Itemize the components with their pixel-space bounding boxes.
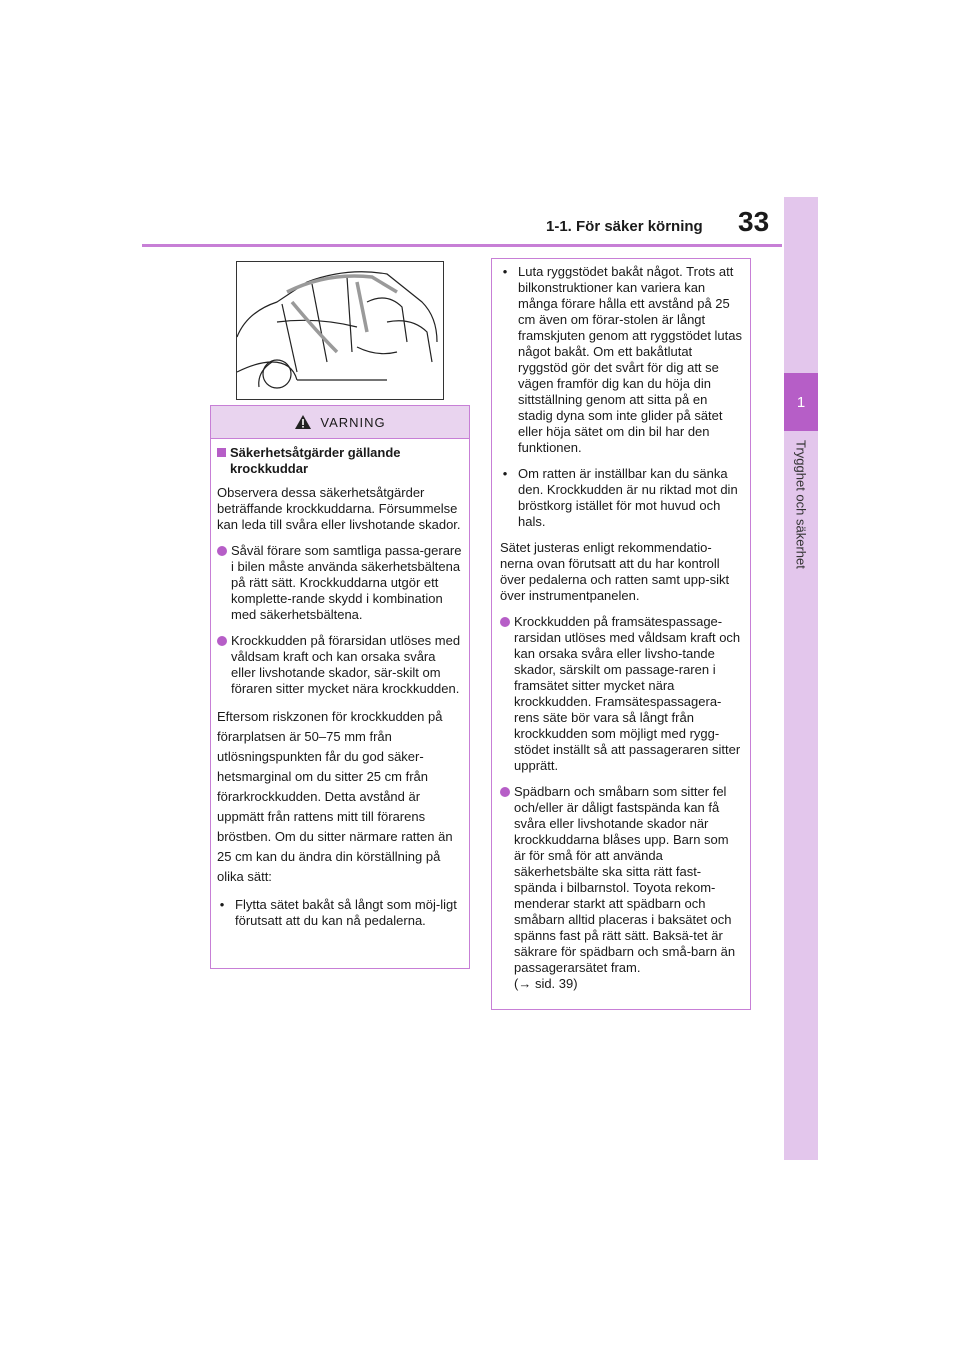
- car-airbag-drawing: [237, 262, 443, 399]
- section-title: 1-1. För säker körning: [546, 218, 703, 235]
- warning-bullet-text: Såväl förare som samtliga passa-gerare i bilen måste använda säkerhetsbältena på rätt sätt. Krockkuddarna utgör ett komplette-rande skydd i kombination med säkerhetsbältena.: [231, 543, 462, 622]
- warning-intro: Observera dessa säkerhetsåtgärder beträffande krockkuddarna. Försummelse kan leda till svåra eller livshotande skador.: [217, 485, 461, 532]
- circle-bullet-icon: [217, 636, 227, 646]
- circle-bullet-icon: [500, 617, 510, 627]
- warning-continuation-box: [491, 258, 751, 1010]
- circle-bullet-icon: [500, 787, 510, 797]
- continuation-bullet-text: Spädbarn och småbarn som sitter fel och/eller är dåligt fastspända kan få svåra eller livshotande skador när krockkuddarna blåses upp. Barn som är för små för att använda säkerhetsbälte ska sitta rätt fast-spända i bilbarnstol. Toyota rekom-menderar starkt att spädbarn och småbarn alltid placeras i baksätet och spänns fast på rätt sätt. Baksä-tet är säkrare för spädbarn och små-barn än passagerarsätet fram.: [514, 784, 736, 975]
- continuation-bullet-text: Krockkudden på framsätespassage-rarsidan utlöses med våldsam kraft och kan orsaka svåra eller livsho-tande skador, särskilt om passage-raren i framsätet sitter mycket nära krockkudden. Framsätespassagera-rens säte bör vara så långt från krockkudden som möjligt med rygg-stödet inställt så att passageraren sitter upprätt.: [514, 614, 741, 773]
- continuation-sub-bullet: [500, 264, 742, 456]
- warning-bullet: [217, 543, 463, 623]
- square-bullet-icon: [217, 448, 226, 457]
- warning-sub-bullet: [217, 897, 463, 929]
- chapter-number: 1: [784, 373, 818, 431]
- chapter-title-container: [784, 440, 818, 610]
- dot-marker: •: [502, 264, 508, 279]
- warning-paragraph: Eftersom riskzonen för krockkudden på förarplatsen är 50–75 mm från utlösningspunkten får du god säker-hetsmarginal om du sitter 25 cm från förarkrockkudden. Detta avstånd är uppmätt från rattens mitt till förarens bröstben. Om du sitter närmare ratten än 25 cm kan du ändra din körställning på olika sätt:: [217, 709, 453, 884]
- car-airbag-illustration: [236, 261, 444, 400]
- dot-marker: •: [219, 897, 225, 912]
- warning-header: [211, 406, 469, 439]
- continuation-bullet: [500, 614, 742, 774]
- chapter-side-tab: [784, 197, 818, 1160]
- page-number: 33: [738, 206, 770, 237]
- dot-marker: •: [502, 466, 508, 481]
- circle-bullet-icon: [217, 546, 227, 556]
- continuation-sub-bullet-text: Luta ryggstödet bakåt något. Trots att bilkonstruktioner kan variera kan många förare hålla ett avstånd på 25 cm även om förar-stolen är långt framskjuten genom att ryggstödet lutas något bakåt. Om ett bakåtlutat ryggstöd gör det svårt för dig att se vägen framför dig kan du höja din sittställning genom att sitta på en stadig dyna som inte glider på sätet eller höja sätet om din bil har den funktionen.: [518, 264, 743, 455]
- warning-section-title-text: Säkerhetsåtgärder gällande krockkuddar: [230, 445, 401, 476]
- warning-sub-bullet-text: Flytta sätet bakåt så långt som möj-ligt förutsatt att du kan nå pedalerna.: [235, 897, 457, 928]
- continuation-sub-bullet: [500, 466, 742, 530]
- chapter-title: Trygghet och säkerhet: [793, 440, 809, 569]
- page-reference-link[interactable]: (→ sid. 39): [514, 976, 578, 991]
- warning-triangle-icon: [294, 414, 312, 430]
- warning-section-title: [217, 445, 463, 477]
- continuation-bullet: [500, 784, 742, 992]
- continuation-sub-bullet-text: Om ratten är inställbar kan du sänka den. Krockkudden är nu riktad mot din bröstkorg istället för mot huvud och hals.: [518, 466, 738, 529]
- warning-heading: VARNING: [320, 414, 386, 430]
- warning-bullet-text: Krockkudden på förarsidan utlöses med våldsam kraft och kan orsaka svåra eller livshotande skador, sär-skilt om föraren sitter mycket nära krockkudden.: [231, 633, 461, 696]
- warning-box: [210, 405, 470, 969]
- header-rule: [142, 244, 782, 247]
- continuation-paragraph: Sätet justeras enligt rekommendatio-nerna ovan förutsatt att du har kontroll över pedalerna och ratten samt upp-sikt över instrumentpanelen.: [500, 540, 730, 603]
- warning-bullet: [217, 633, 463, 697]
- continuation-bullet-text-block: [514, 784, 742, 992]
